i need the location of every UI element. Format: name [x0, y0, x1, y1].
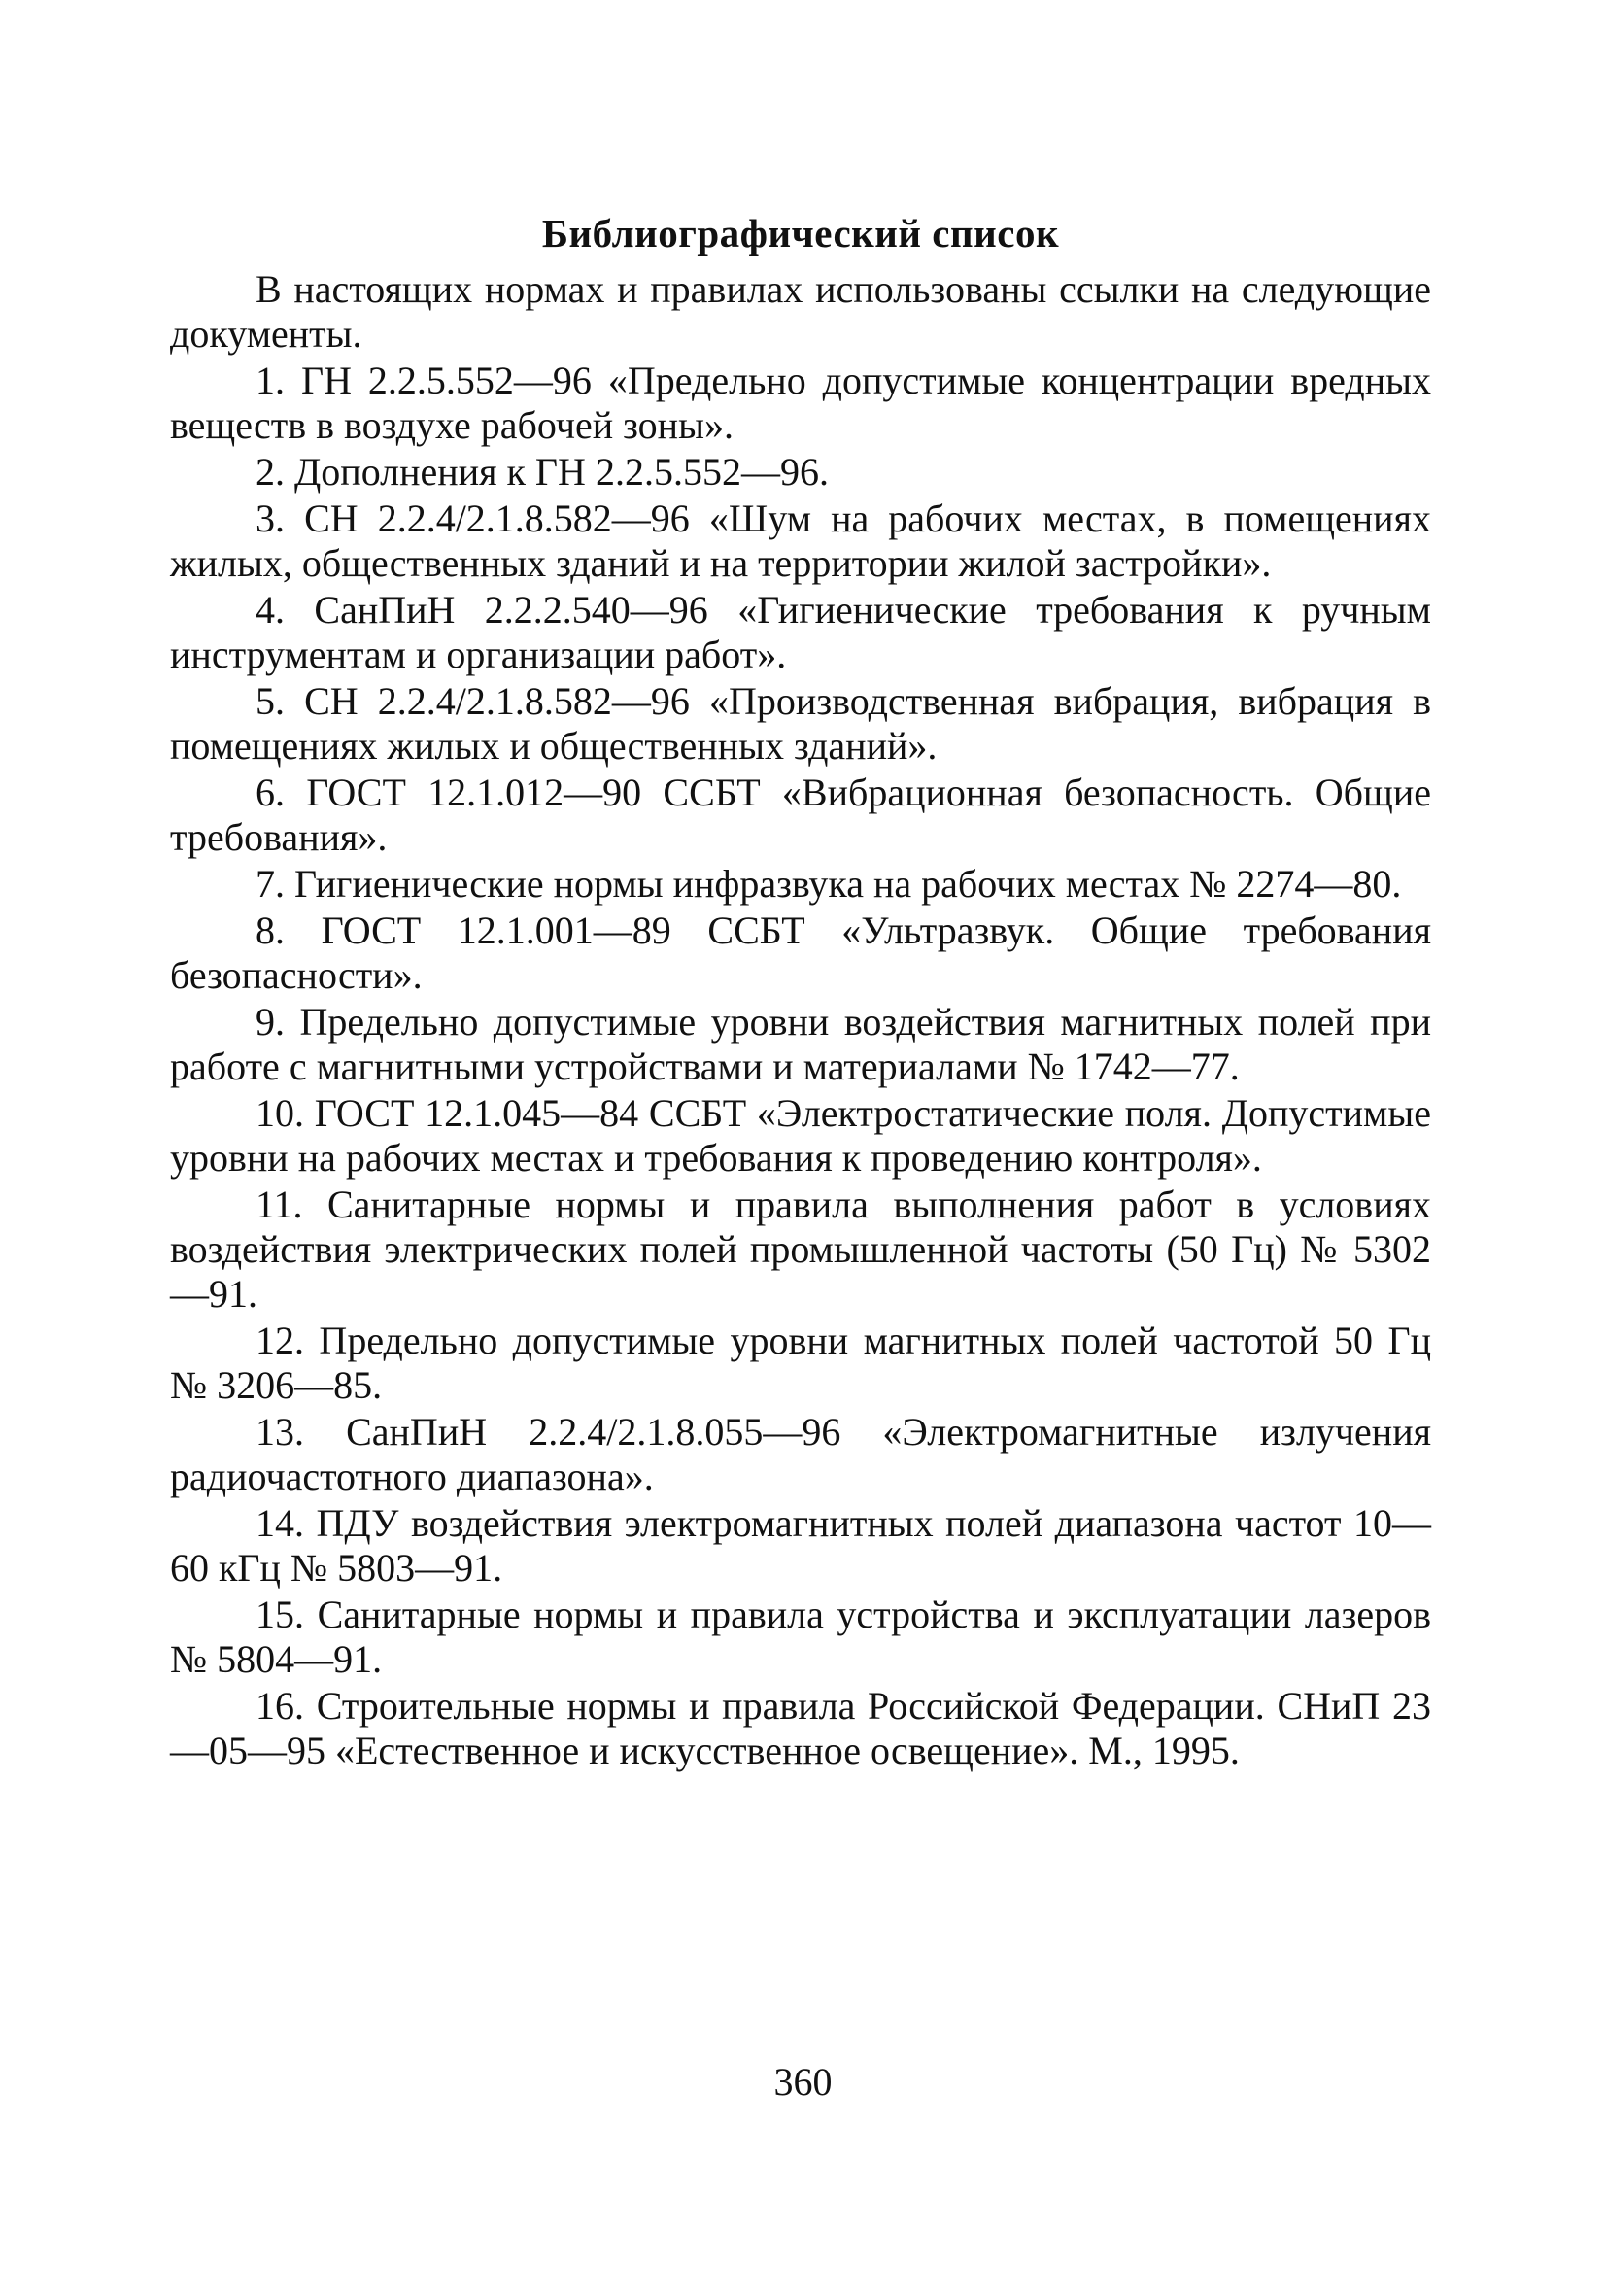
reference-item: 12. Предельно допустимые уровни магнитных полей частотой 50 Гц № 3206—85.: [170, 1319, 1431, 1407]
reference-item: 8. ГОСТ 12.1.001—89 ССБТ «Ультразвук. Общие требования безопасности».: [170, 908, 1431, 997]
reference-item: 3. СН 2.2.4/2.1.8.582—96 «Шум на рабочих местах, в помещениях жилых, общественных зданий и на территории жилой застройки».: [170, 497, 1431, 585]
reference-item: 2. Дополнения к ГН 2.2.5.552—96.: [256, 450, 829, 494]
reference-item: 1. ГН 2.2.5.552—96 «Предельно допустимые концентрации вредных веществ в воздухе рабочей зоны».: [170, 359, 1431, 447]
reference-item: 9. Предельно допустимые уровни воздействия магнитных полей при работе с магнитными устройствами и материалами № 1742—77.: [170, 1000, 1431, 1088]
reference-item: 7. Гигиенические нормы инфразвука на рабочих местах № 2274—80.: [256, 862, 1402, 906]
reference-item: 11. Санитарные нормы и правила выполнения работ в условиях воздействия электрических полей промышленной частоты (50 Гц) № 5302—91.: [170, 1182, 1431, 1316]
reference-item: 13. СанПиН 2.2.4/2.1.8.055—96 «Электромагнитные излучения радиочастотного диапазона».: [170, 1410, 1431, 1498]
bibliography-section: [170, 209, 1431, 1775]
reference-item: 14. ПДУ воздействия электромагнитных полей диапазона частот 10—60 кГц № 5803—91.: [170, 1501, 1431, 1590]
page-title: Библиографический список: [541, 211, 1060, 256]
page-number: 360: [773, 2060, 833, 2104]
reference-item: 6. ГОСТ 12.1.012—90 ССБТ «Вибрационная безопасность. Общие требования».: [170, 771, 1431, 859]
reference-item: 16. Строительные нормы и правила Российской Федерации. СНиП 23—05—95 «Естественное и искусственное освещение». М., 1995.: [170, 1684, 1431, 1772]
reference-item: 5. СН 2.2.4/2.1.8.582—96 «Производственная вибрация, вибрация в помещениях жилых и общественных зданий».: [170, 679, 1431, 768]
intro-paragraph: В настоящих нормах и правилах использованы ссылки на следующие документы.: [170, 267, 1431, 356]
reference-item: 15. Санитарные нормы и правила устройства и эксплуатации лазеров № 5804—91.: [170, 1593, 1431, 1681]
reference-item: 10. ГОСТ 12.1.045—84 ССБТ «Электростатические поля. Допустимые уровни на рабочих местах и требования к проведению контроля».: [170, 1091, 1431, 1180]
reference-item: 4. СанПиН 2.2.2.540—96 «Гигиенические требования к ручным инструментам и организации работ».: [170, 588, 1431, 676]
